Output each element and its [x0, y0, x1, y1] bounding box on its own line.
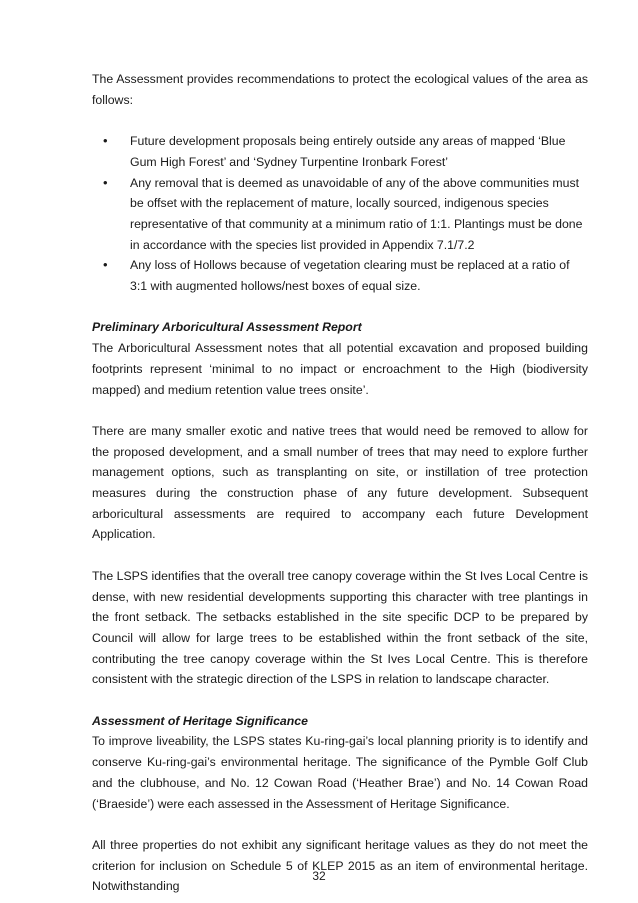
list-item: • Any removal that is deemed as unavoidable of any of the above communities must be offset with the replacement of mature, locally sourced, indigenous species representative of that community at a minimum ratio of 1:1. Plantings must be done in accordance with the species list provided in Appendix 7.1/7.2	[130, 173, 588, 256]
arboricultural-heading: Preliminary Arboricultural Assessment Report	[92, 320, 362, 335]
heritage-heading: Assessment of Heritage Significance	[92, 713, 308, 728]
arboricultural-paragraph-3: The LSPS identifies that the overall tree canopy coverage within the St Ives Local Centre is dense, with new residential developments supporting this character with tree plantings in the front setback. The setbacks established in the site specific DCP to be prepared by Council will allow for large trees to be established within the front setback of the site, contributing the tree canopy coverage within the St Ives Local Centre. This is therefore consistent with the strategic direction of the LSPS in relation to landscape character.	[92, 568, 588, 687]
heritage-paragraph-1: To improve liveability, the LSPS states Ku-ring-gai’s local planning priority is to identify and conserve Ku-ring-gai’s environmental heritage. The significance of the Pymble Golf Club and the clubhouse, and No. 12 Cowan Road (‘Heather Brae’) and No. 14 Cowan Road (‘Braeside’) were each assessed in the Assessment of Heritage Significance.	[92, 734, 588, 811]
arboricultural-paragraph-2: There are many smaller exotic and native trees that would need be removed to allow for the proposed development, and a small number of trees that may need to explore further management options, such as transplanting on site, or instillation of tree protection measures during the construction phase of any future development. Subsequent arboricultural assessments are required to accompany each future Development Application.	[92, 423, 588, 542]
document-page	[92, 69, 588, 897]
intro-paragraph: The Assessment provides recommendations to protect the ecological values of the area as follows:	[92, 72, 588, 107]
heritage-paragraph-2: All three properties do not exhibit any significant heritage values as they do not meet the criterion for inclusion on Schedule 5 of KLEP 2015 as an item of environmental heritage. Notwithstanding	[92, 837, 588, 894]
recommendations-list	[92, 131, 588, 297]
list-item: • Future development proposals being entirely outside any areas of mapped ‘Blue Gum High Forest’ and ‘Sydney Turpentine Ironbark Forest’	[130, 131, 588, 172]
arboricultural-paragraph-1: The Arboricultural Assessment notes that all potential excavation and proposed building footprints represent ‘minimal to no impact or encroachment to the High (biodiversity mapped) and medium retention value trees onsite’.	[92, 341, 588, 397]
list-item: • Any loss of Hollows because of vegetation clearing must be replaced at a ratio of 3:1 with augmented hollows/nest boxes of equal size.	[130, 255, 588, 296]
page-number: 32	[312, 869, 326, 883]
